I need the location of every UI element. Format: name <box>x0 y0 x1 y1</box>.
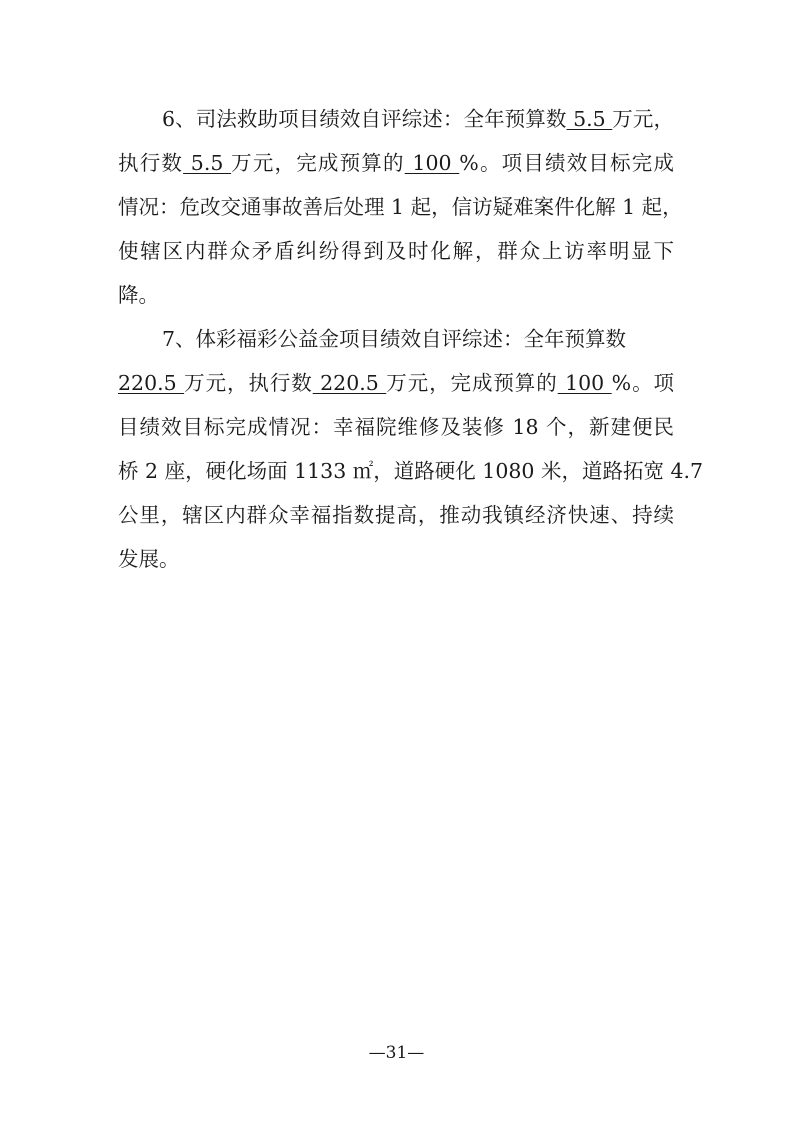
text-segment: 6、司法救助项目绩效自评综述：全年预算数 <box>162 107 567 131</box>
text-line <box>118 143 674 183</box>
text-line <box>118 407 674 447</box>
text-line <box>118 451 704 491</box>
underlined-value: 220.5 <box>312 371 387 395</box>
underlined-value: 100 <box>557 371 612 395</box>
text-segment: 万元，完成预算的 <box>231 151 405 175</box>
text-segment: 万元，执行数 <box>184 371 313 395</box>
text-segment: 使辖区内群众矛盾纠纷得到及时化解，群众上访率明显下 <box>118 239 674 263</box>
text-segment: 执行数 <box>118 151 184 175</box>
text-segment: %。项 <box>611 371 674 395</box>
text-segment: 桥 2 座，硬化场面 1133 ㎡，道路硬化 1080 米，道路拓宽 4.7 <box>118 459 704 483</box>
text-segment: 公里，辖区内群众幸福指数提高，推动我镇经济快速、持续 <box>118 503 674 527</box>
text-segment: 万元， <box>612 107 674 131</box>
text-segment: 降。 <box>118 283 159 307</box>
text-segment: %。项目绩效目标完成 <box>459 151 675 175</box>
text-line <box>162 319 626 359</box>
text-segment: 万元，完成预算的 <box>386 371 558 395</box>
text-line <box>118 231 674 271</box>
text-line <box>118 275 159 315</box>
text-segment: 7、体彩福彩公益金项目绩效自评综述：全年预算数 <box>162 327 627 351</box>
text-segment: 目绩效目标完成情况：幸福院维修及装修 18 个，新建便民 <box>118 415 674 439</box>
underlined-value: 100 <box>404 151 460 175</box>
underlined-value: 5.5 <box>183 151 232 175</box>
page-number: —31— <box>368 1043 425 1063</box>
text-segment: 发展。 <box>118 547 180 571</box>
text-line <box>118 363 674 403</box>
text-line <box>162 99 674 139</box>
text-line <box>118 539 180 579</box>
text-line <box>118 495 674 535</box>
underlined-value: 220.5 <box>118 371 185 395</box>
text-segment: 情况：危改交通事故善后处理 1 起，信访疑难案件化解 1 起， <box>118 195 683 219</box>
text-line <box>118 187 683 227</box>
underlined-value: 5.5 <box>566 107 613 131</box>
